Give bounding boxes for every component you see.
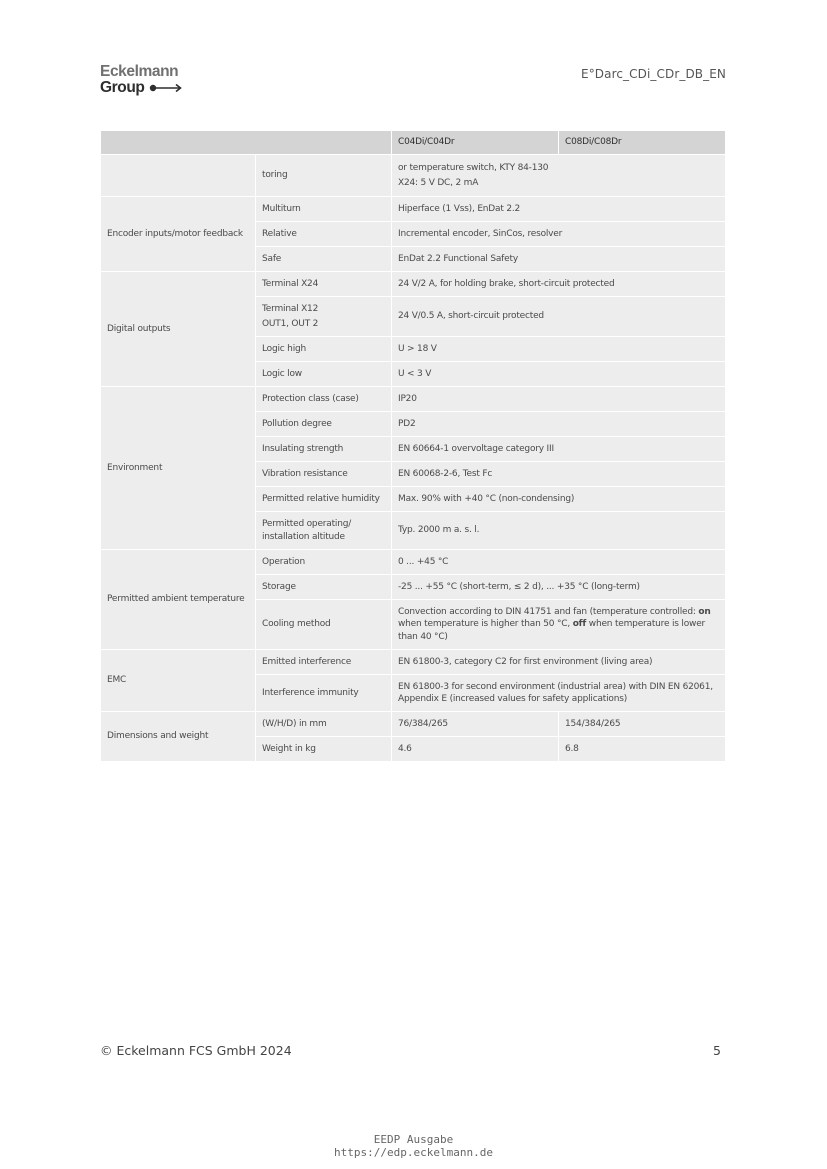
stamp-line-title: EEDP Ausgabe	[373, 1133, 454, 1146]
row-value: Typ. 2000 m a. s. l.	[392, 512, 726, 550]
eedp-stamp	[0, 1134, 827, 1159]
row-value: EN 60664-1 overvoltage category III	[392, 437, 726, 462]
row-value-line: EN 61800-3 for second environment (industrial area) with DIN EN 62061,	[398, 681, 713, 692]
row-label: Relative	[256, 222, 392, 247]
table-row	[101, 387, 726, 412]
row-label: Weight in kg	[256, 737, 392, 762]
row-value: 0 ... +45 °C	[392, 550, 726, 575]
row-label: Permitted relative humidity	[256, 487, 392, 512]
row-value-c08: 6.8	[559, 737, 726, 762]
row-value: EN 61800-3, category C2 for first environment (living area)	[392, 650, 726, 675]
row-value-c04: 76/384/265	[392, 712, 559, 737]
row-label: Vibration resistance	[256, 462, 392, 487]
row-label: (W/H/D) in mm	[256, 712, 392, 737]
table-row	[101, 650, 726, 675]
table-header-row	[101, 131, 726, 155]
row-label: Storage	[256, 575, 392, 600]
row-label: Insulating strength	[256, 437, 392, 462]
row-label: Pollution degree	[256, 412, 392, 437]
row-value-line: X24: 5 V DC, 2 mA	[398, 178, 479, 188]
stamp-line-url: https://edp.eckelmann.de	[334, 1145, 493, 1159]
row-label: Cooling method	[256, 600, 392, 650]
cooling-off-keyword: off	[572, 619, 587, 630]
document-id: E°Darc_CDi_CDr_DB_EN	[581, 67, 726, 81]
row-value	[392, 675, 726, 712]
group-encoder-inputs: Encoder inputs/motor feedback	[101, 197, 256, 272]
logo-arrow-icon	[149, 83, 183, 93]
row-value: U < 3 V	[392, 362, 726, 387]
row-value	[392, 155, 726, 197]
row-value: U > 18 V	[392, 337, 726, 362]
group-ambient-temperature: Permitted ambient temperature	[101, 550, 256, 650]
row-value-line: Appendix E (increased values for safety applications)	[398, 694, 628, 704]
cooling-text-part3: when temperature is lower than 40 °C)	[398, 619, 706, 642]
row-label	[256, 512, 392, 550]
group-dimensions-weight: Dimensions and weight	[101, 712, 256, 762]
table-row	[101, 550, 726, 575]
header-c04: C04Di/C04Dr	[392, 131, 559, 155]
header-blank-cell	[101, 131, 392, 155]
cooling-text-part1: Convection according to DIN 41751 and fan (temperature controlled:	[398, 606, 699, 617]
row-label: Emitted interference	[256, 650, 392, 675]
row-label: Operation	[256, 550, 392, 575]
row-value-c04: 4.6	[392, 737, 559, 762]
row-value-cooling	[392, 600, 726, 650]
table-row	[101, 197, 726, 222]
row-label: Multiturn	[256, 197, 392, 222]
row-label: Logic low	[256, 362, 392, 387]
row-value: EN 60068-2-6, Test Fc	[392, 462, 726, 487]
row-label-line: Terminal X12	[262, 303, 319, 314]
row-value: PD2	[392, 412, 726, 437]
row-value-c08: 154/384/265	[559, 712, 726, 737]
row-value: 24 V/0.5 A, short-circuit protected	[392, 297, 726, 337]
row-value: IP20	[392, 387, 726, 412]
specification-table	[100, 130, 726, 762]
group-cell-empty	[101, 155, 256, 197]
row-value: EnDat 2.2 Functional Safety	[392, 247, 726, 272]
row-value: Max. 90% with +40 °C (non-condensing)	[392, 487, 726, 512]
row-label: Terminal X24	[256, 272, 392, 297]
row-value-line: or temperature switch, KTY 84-130	[398, 162, 549, 173]
header-c08: C08Di/C08Dr	[559, 131, 726, 155]
row-value: 24 V/2 A, for holding brake, short-circuit protected	[392, 272, 726, 297]
logo-group-text: Group	[100, 79, 145, 96]
table-row	[101, 712, 726, 737]
cooling-on-keyword: on	[698, 606, 711, 617]
footer-copyright: © Eckelmann FCS GmbH 2024	[100, 1043, 292, 1058]
row-label: toring	[256, 155, 392, 197]
row-value: -25 ... +55 °C (short-term, ≤ 2 d), ... +35 °C (long-term)	[392, 575, 726, 600]
row-label-line: installation altitude	[262, 531, 345, 542]
row-label: Logic high	[256, 337, 392, 362]
row-label: Protection class (case)	[256, 387, 392, 412]
table-row	[101, 155, 726, 197]
row-label: Interference immunity	[256, 675, 392, 712]
row-label: Safe	[256, 247, 392, 272]
row-label-line: Permitted operating/	[262, 519, 352, 529]
page-number: 5	[713, 1043, 721, 1058]
group-emc: EMC	[101, 650, 256, 712]
cooling-text-part2: when temperature is higher than 50 °C,	[398, 619, 573, 630]
row-label	[256, 297, 392, 337]
logo-wordmark-eckelmann: Eckelmann	[100, 63, 179, 80]
group-environment: Environment	[101, 387, 256, 550]
row-value: Incremental encoder, SinCos, resolver	[392, 222, 726, 247]
eckelmann-group-logo	[100, 64, 183, 96]
logo-wordmark-group	[100, 80, 183, 96]
table-row	[101, 272, 726, 297]
row-value: Hiperface (1 Vss), EnDat 2.2	[392, 197, 726, 222]
group-digital-outputs: Digital outputs	[101, 272, 256, 387]
row-label-line: OUT1, OUT 2	[262, 319, 319, 329]
